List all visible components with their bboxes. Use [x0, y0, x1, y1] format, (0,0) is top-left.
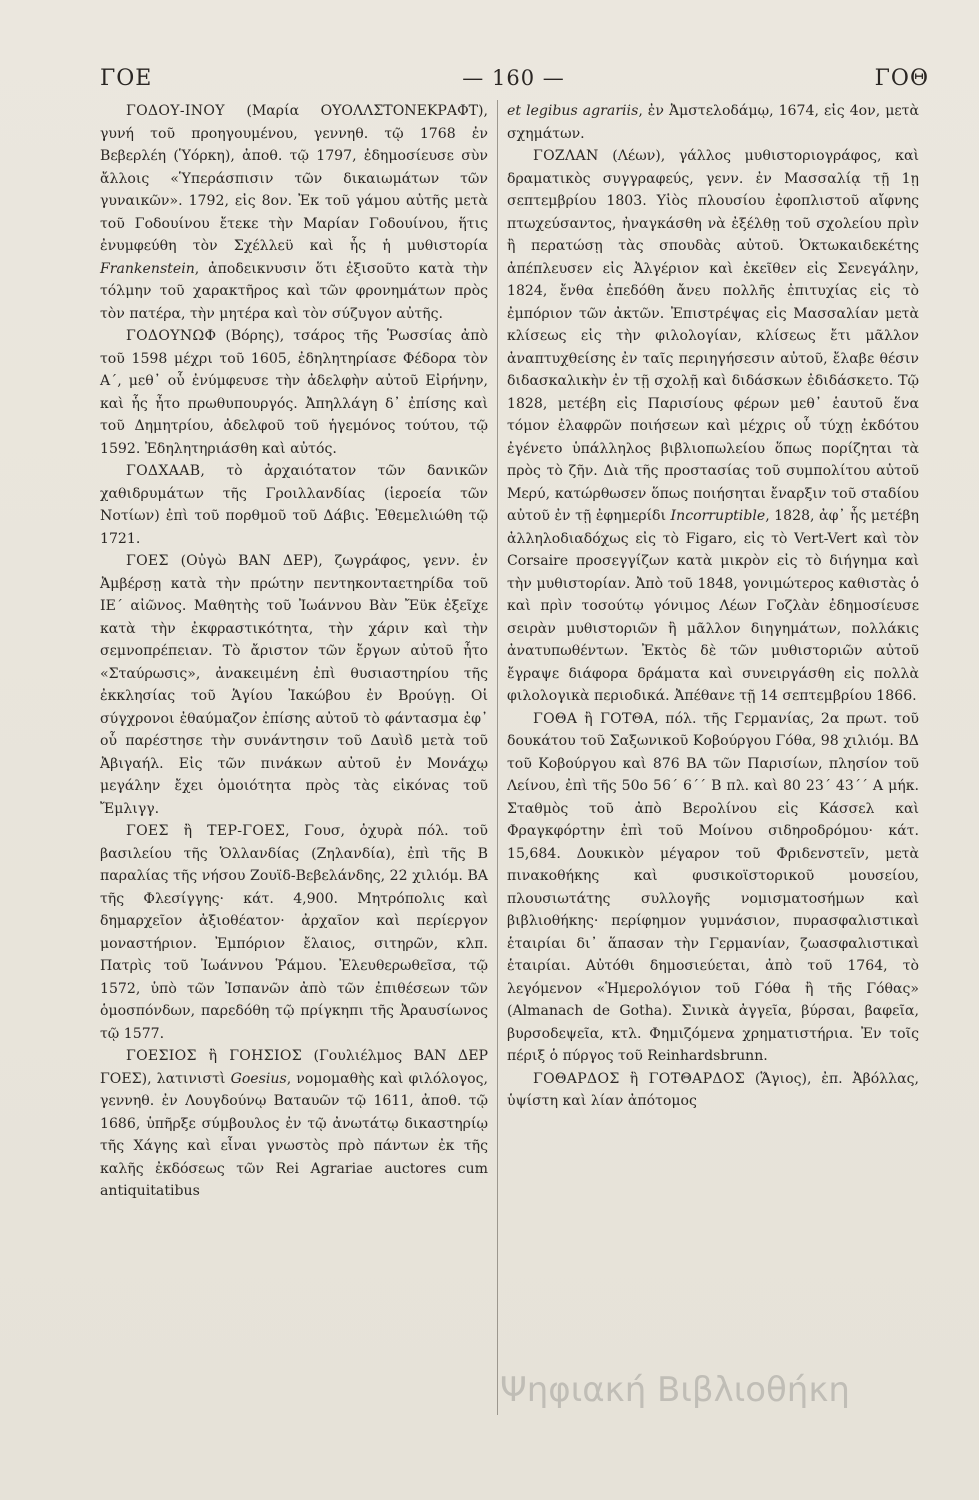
- entry-headword: ΓΟΔΧΑΑΒ: [126, 463, 201, 479]
- entry-goesios: [100, 1045, 488, 1203]
- header-left-guideword: ΓΟΕ: [100, 65, 153, 91]
- entry-tail: , ἀποδεικνυσιν ὅτι ἐξισοῦτο κατὰ τὴν τόλμην τοῦ χαρακτῆρος καὶ τῶν φρονημάτων πρὸς τὸν πατέρα, τὴν μητέρα καὶ τὸν σύζυγον αὐτῆς.: [100, 260, 488, 322]
- right-column: [507, 100, 919, 1113]
- header-right-guideword: ΓΟΘ: [874, 65, 929, 91]
- entry-tail: , νομομαθὴς καὶ φιλόλογος, γεννηθ. ἐν Λουγδούνῳ Βαταυῶν τῷ 1611, ἀποθ. τῷ 1686, ὑπῆρξε σύμβουλος ἐν τῷ ἀνωτάτῳ δικαστηρίῳ τῆς Χάγης καὶ εἶναι γνωστὸς πρὸ πάντων ἐκ τῆς καλῆς ἐκδόσεως τῶν Rei Agrariae auctores cum antiquitatibus: [100, 1070, 489, 1199]
- entry-godounof: [100, 325, 488, 460]
- entry-text: , Γουσ, ὀχυρὰ πόλ. τοῦ βασιλείου τῆς Ὁλλανδίας (Ζηλανδία), ἐπὶ τῆς Β παραλίας τῆς νήσου Ζουϊδ-Βεβελάνδης, 22 χιλιόμ. ΒΑ τῆς Φλεσίγγης· κάτ. 4,900. Μητρόπολις καὶ δημαρχεῖον ἀξιοθέατον· ἀρχαῖον καὶ περίεργον μοναστήριον. Ἐμπόριον ἔλαιος, σιτηρῶν, κλπ. Πατρὶς τοῦ Ἰωάννου Ῥάμου. Ἐλευθερωθεῖσα, τῷ 1572, ὑπὸ τῶν Ἰσπανῶν ἀπὸ τῶν ἐπιθέσεων τῶν ὁμοσπόνδων, παρεδόθη τῷ πρίγκηπι τῆς Ἀραυσίωνος τῷ 1577.: [100, 823, 488, 1042]
- entry-text: , τὸ ἀρχαιότατον τῶν δανικῶν χαθιδρυμάτων τῆς Γροιλλανδίας (ἱεροεία τῶν Νοτίων) ἐπὶ τοῦ πορθμοῦ τοῦ Δάβις. Ἐθεμελιώθη τῷ 1721.: [100, 463, 488, 547]
- entry-headword: ΓΟΘΑ ἢ ΓΟΤΘΑ: [533, 710, 655, 727]
- entry-text: , πόλ. τῆς Γερμανίας, 2α πρωτ. τοῦ δουκάτου τοῦ Σαξωνικοῦ Κοβούργου Γόθα, 98 χιλιόμ. ΒΔ τοῦ Κοβούργου καὶ 876 ΒΑ τῶν Παρισίων, πλησίον τοῦ Λείνου, ἐπὶ τῆς 50ο 56΄ 6΄΄ Β πλ. καὶ 80 23΄ 43΄΄ Α μήκ. Σταθμὸς τοῦ ἀπὸ Βερολίνου εἰς Κάσσελ καὶ Φραγκφόρτην ἐπὶ τοῦ Μοίνου σιδηροδρόμου· κάτ. 15,684. Δουκικὸν μέγαρον τοῦ Φριδενστεῖν, μετὰ πινακοθήκης καὶ φυσικοϊστορικοῦ μουσείου, πλουσιωτάτης συλλογῆς νομισματοσήμων καὶ βιβλιοθήκης· περίφημον γυμνάσιον, πυρασφαλιστικαὶ ἑταιρίαι δι᾽ ἅπασαν τὴν Γερμανίαν, ζωασφαλιστικαὶ ἑταιρίαι. Αὐτόθι δημοσιεύεται, ἀπὸ τοῦ 1764, τὸ λεγόμενον «Ἡμερολόγιον τοῦ Γόθα ἢ τῆς Γόθας» (Almanach de Gotha). Σινικὰ ἀγγεῖα, βύρσαι, βαφεῖα, βυρσοδεψεῖα, κτλ. Φημιζόμενα χρηματιστήρια. Ἐν τοῖς πέριξ ὁ πύργος τοῦ Reinhardsbrunn.: [507, 710, 919, 1064]
- entry-gotha: [507, 708, 919, 1068]
- entry-goes: [100, 550, 488, 820]
- entry-gozlan: [507, 145, 919, 708]
- entry-text: (Οὐγὼ ΒΑΝ ΔΕΡ), ζωγράφος, γενν. ἐν Ἀμβέρσῃ κατὰ τὴν πρώτην πεντηκονταετηρίδα τοῦ ΙΕ΄ αἰῶνος. Μαθητὴς τοῦ Ἰωάννου Βὰν Ἔϋκ ἐξεῖχε κατὰ τὴν ἐκφραστικότητα, τὴν χάριν καὶ τὴν σεμνοπρέπειαν. Τὸ ἄριστον τῶν ἔργων αὐτοῦ ἦτο «Σταύρωσις», ἀνακειμένη ἐπὶ θυσιαστηρίου τῆς ἐκκλησίας τοῦ Ἁγίου Ἰακώβου ἐν Βρούγῃ. Οἱ σύγχρονοι ἐθαύμαζον ἐπίσης αὐτοῦ τὸ φάντασμα ἐφ᾽ οὗ παρέστησε τὴν συνάντησιν τοῦ Δαυὶδ μετὰ τοῦ Ἀβιγαήλ. Εἰς τῶν πινάκων αὐτοῦ ἐν Μονάχῳ μεγάλην ἔχει ὁμοιότητα πρὸς τὰς εἰκόνας τοῦ Ἔμλιγγ.: [100, 553, 488, 817]
- entry-godchaab: [100, 460, 488, 550]
- entry-headword: ΓΟΖΛΑΝ: [533, 148, 599, 164]
- entry-tail: , ἐν Ἀμστελοδάμῳ, 1674, εἰς 4ον, μετὰ σχημάτων.: [507, 103, 919, 142]
- entry-continuation: [507, 100, 919, 145]
- entry-headword: ΓΟΕΣ ἢ ΤΕΡ-ΓΟΕΣ: [126, 823, 286, 839]
- library-watermark: Ψηφιακή Βιβλιοθήκη: [500, 1370, 850, 1410]
- entry-text: (Λέων), γάλλος μυθιστοριογράφος, καὶ δραματικὸς συγγραφεύς, γενν. ἐν Μασσαλίᾳ τῇ 1ῃ σεπτεμβρίου 1803. Υἱὸς πλουσίου ἐφοπλιστοῦ αἴφνης πτωχεύσαντος, ἠναγκάσθη νὰ ἐξέλθῃ τοῦ σχολείου πρὶν ἢ περατώσῃ τὰς σπουδὰς αὐτοῦ. Ὀκτωκαιδεκέτης ἀπέπλευσεν εἰς Ἀλγέριον καὶ ἐκεῖθεν εἰς Σενεγάλην, 1824, ἔνθα ἐπεδόθη ἄνευ πολλῆς ἐπιτυχίας εἰς τὸ ἐμπόριον τῶν ἀκτῶν. Ἐπιστρέψας εἰς Μασσαλίαν μετὰ κλίσεως εἰς τὴν φιλολογίαν, κλίσεως ἔτι μᾶλλον ἀναπτυχθείσης ἐν ταῖς περιηγήσεσιν αὐτοῦ, ἔλαβε θέσιν διδασκαλικὴν ἐν τῇ σχολῇ καὶ διδάσκων ἐδιδάσκετο. Τῷ 1828, μετέβη εἰς Παρισίους φέρων μεθ᾽ ἑαυτοῦ ἕνα τόμον ἐλαφρῶν ποιήσεων καὶ μέχρις οὗ τύχῃ ἐκδότου ἐγένετο ὑπάλληλος βιβλιοπωλείου ὅπως πορίζηται τὰ πρὸς τὸ ζῆν. Διὰ τῆς προστασίας τοῦ συμπολίτου αὐτοῦ Μερύ, κατώρθωσεν ὅπως ποιήσηται ἔναρξιν τοῦ σταδίου αὐτοῦ ἐν τῇ ἐφημερίδι: [507, 148, 919, 524]
- entry-headword: ΓΟΔΟΥ-ΙΝΟΥ: [126, 103, 225, 119]
- entry-text: (Μαρία ΟΥΟΛΛΣΤΟΝΕΚΡΑΦΤ), γυνή τοῦ προηγουμένου, γεννηθ. τῷ 1768 ἐν Βεβερλέη (Ὑόρκη), ἀποθ. τῷ 1797, ἐδημοσίευσε σὺν ἄλλοις «Ὑπεράσπισιν τῶν δικαιωμάτων τῶν γυναικῶν». 1792, εἰς 8ον. Ἐκ τοῦ γάμου αὐτῆς μετὰ τοῦ Γοδουίνου ἔτεκε τὴν Μαρίαν Γοδουίνου, ἥτις ἐνυμφεύθη τὸν Σχέλλεϋ καὶ ἧς ἡ μυθιστορία: [100, 103, 488, 254]
- entry-godou-inou: [100, 100, 488, 325]
- entry-headword: ΓΟΕΣΙΟΣ ἢ ΓΟΗΣΙΟΣ: [126, 1048, 302, 1064]
- page-number: — 160 —: [462, 66, 565, 90]
- entry-italic: Incorruptible: [670, 508, 766, 524]
- entry-italic: Goesius: [230, 1070, 287, 1087]
- running-header: [100, 58, 929, 98]
- entry-text: (Γουλιέλμος ΒΑΝ ΔΕΡ ΓΟΕΣ), λατινιστὶ: [100, 1048, 488, 1087]
- entry-goes-ter-goes: [100, 820, 488, 1045]
- entry-headword: ΓΟΔΟΥΝΩΦ: [126, 328, 217, 344]
- entry-gothardos: [507, 1068, 919, 1113]
- entry-headword: ΓΟΕΣ: [126, 553, 169, 569]
- left-column: [100, 100, 488, 1203]
- entry-text: (Βόρης), τσάρος τῆς Ῥωσσίας ἀπὸ τοῦ 1598 μέχρι τοῦ 1605, ἐδηλητηρίασε Φέδορα τὸν Α΄, μεθ᾽ οὗ ἐνύμφευσε τὴν ἀδελφὴν αὐτοῦ Εἰρήνην, καὶ ἧς ἦτο πρωθυπουργός. Ἀπηλλάγη δ᾽ ἐπίσης καὶ τοῦ Δημητρίου, ἀδελφοῦ τοῦ ἡγεμόνος τούτου, τῷ 1592. Ἐδηλητηριάσθη καὶ αὐτός.: [100, 328, 488, 457]
- entry-text: (Ἅγιος), ἐπ. Ἀβόλλας, ὑψίστη καὶ λίαν ἀπότομος: [507, 1070, 920, 1109]
- entry-tail: , 1828, ἀφ᾽ ἧς μετέβη ἀλληλοδιαδόχως εἰς τὸ Figaro, εἰς τὸ Vert-Vert καὶ τὸν Corsaire προσεγγίζων κατὰ μικρὸν εἰς τὸ διήγημα καὶ τὴν μυθιστορίαν. Ἀπὸ τοῦ 1848, γονιμώτερος καθιστὰς ὁ καὶ πρὶν τοσούτῳ γόνιμος Λέων Γοζλὰν ἐδημοσίευσε σειρὰν μυθιστοριῶν ἢ μᾶλλον διηγημάτων, πολλάκις ἀνατυπωθέντων. Ἐκτὸς δὲ τῶν μυθιστοριῶν αὐτοῦ ἔγραψε διάφορα δράματα καὶ συνειργάσθη εἰς πολλὰ φιλολογικὰ περιοδικά. Ἀπέθανε τῇ 14 σεπτεμβρίου 1866.: [507, 508, 920, 704]
- entry-italic: Frankenstein: [100, 260, 195, 277]
- entry-headword: ΓΟΘΑΡΔΟΣ ἢ ΓΟΤΘΑΡΔΟΣ: [533, 1070, 746, 1087]
- entry-italic: et legibus agrariis: [507, 103, 639, 119]
- column-divider: [497, 100, 498, 1415]
